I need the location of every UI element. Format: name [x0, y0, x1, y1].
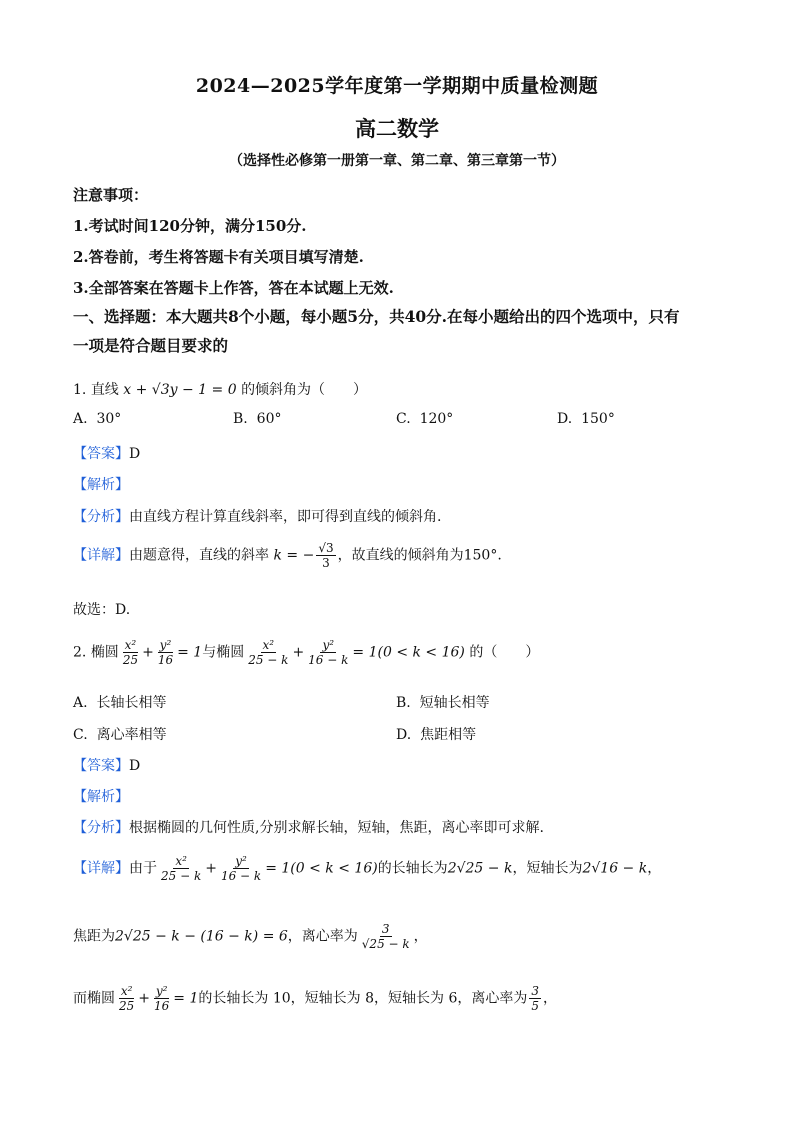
fraction-denominator: 25 − k — [161, 869, 202, 883]
option-text: 150° — [581, 411, 615, 427]
slope-fraction — [316, 541, 335, 570]
option-label: C. — [73, 727, 88, 743]
detail-fraction-3 — [117, 984, 136, 1013]
fraction-denominator: 16 — [154, 999, 170, 1013]
fraction-numerator: y² — [322, 638, 335, 652]
detail-prefix: 由题意得，直线的斜率 — [129, 547, 269, 564]
option-text: 30° — [96, 411, 122, 427]
q2-detail-2 — [73, 922, 428, 951]
q1-option-b — [233, 411, 281, 427]
fraction-denominator: 16 — [157, 653, 174, 667]
fraction-numerator: y² — [155, 984, 168, 998]
equation-rhs: = 1(0 < k < 16) — [352, 644, 465, 661]
q1-prefix: 直线 — [90, 382, 119, 398]
q2-detail-3 — [73, 984, 557, 1013]
option-text: 120° — [419, 411, 454, 427]
fraction-denominator: 25 — [119, 999, 135, 1013]
notice-item-1: 1.考试时间120分钟，满分150分. — [73, 217, 307, 235]
fraction-denominator: 25 — [122, 653, 139, 667]
option-label: B. — [396, 695, 411, 711]
fraction-denominator: 3 — [322, 556, 330, 570]
q1-option-a — [73, 411, 121, 427]
q2-answer — [73, 755, 140, 775]
eccentricity-fraction — [360, 922, 412, 951]
fraction-denominator: 25 − k — [248, 653, 289, 667]
fraction-denominator: 5 — [531, 999, 540, 1013]
option-text: 离心率相等 — [96, 727, 167, 743]
q1-analysis-tag: 【解析】 — [73, 477, 129, 493]
q2-option-c — [73, 724, 167, 744]
long-axis-expr: 2√25 − k — [447, 860, 513, 877]
detail-text: 由于 — [129, 860, 157, 877]
fenxi-text: 根据椭圆的几何性质,分别求解长轴，短轴，焦距，离心率即可求解. — [129, 820, 544, 836]
detail-tag: 【详解】 — [73, 860, 129, 877]
q2-number: 2. — [73, 644, 87, 661]
option-text: 长轴长相等 — [96, 695, 167, 711]
answer-value: D — [129, 446, 141, 462]
detail-text: 而椭圆 — [73, 990, 115, 1007]
detail-text: ，离心率为 — [287, 928, 358, 945]
answer-tag: 【答案】 — [73, 758, 129, 774]
q1-equation: x + √3y − 1 = 0 — [123, 382, 237, 398]
equation-rhs: = 1 — [177, 644, 203, 661]
option-text: 60° — [256, 411, 282, 427]
q2-fraction-2 — [156, 638, 175, 667]
q2-analysis-tag: 【解析】 — [73, 789, 129, 805]
q2-detail-1 — [73, 854, 661, 883]
fraction-denominator: 16 − k — [308, 653, 349, 667]
q2-option-b — [396, 692, 490, 712]
section-line-1: 一、选择题：本大题共8个小题，每小题5分，共40分.在每小题给出的四个选项中，只有 — [73, 307, 680, 326]
q1-detail — [73, 541, 502, 570]
option-label: D. — [396, 727, 412, 743]
fraction-numerator: x² — [175, 854, 187, 868]
eccentricity-fraction-2 — [529, 984, 541, 1013]
equation-rhs: = 1(0 < k < 16) — [265, 860, 378, 877]
detail-text: ， — [413, 928, 428, 945]
q1-fenxi — [73, 506, 441, 526]
q2-text-b: 与椭圆 — [202, 644, 245, 661]
detail-fraction-2 — [219, 854, 263, 883]
fraction-numerator: 3 — [381, 922, 390, 936]
option-text: 焦距相等 — [420, 727, 477, 743]
focal-expr: 2√25 − k − (16 − k) = 6 — [115, 928, 288, 945]
fenxi-tag: 【分析】 — [73, 820, 129, 836]
detail-text: ， — [543, 990, 558, 1007]
fraction-denominator: √25 − k — [361, 937, 410, 951]
detail-text: 焦距为 — [73, 928, 115, 945]
option-label: B. — [233, 411, 248, 427]
short-axis-expr: 2√16 − k — [582, 860, 648, 877]
plus-sign: + — [138, 990, 151, 1007]
q2-fraction-1 — [121, 638, 140, 667]
notice-item-2: 2.答卷前，考生将答题卡有关项目填写清楚. — [73, 248, 364, 266]
detail-text: 的长轴长为 10，短轴长为 8，短轴长为 6，离心率为 — [198, 990, 528, 1007]
q1-suffix: 的倾斜角为（ ） — [241, 382, 368, 398]
section-line-2: 一项是符合题目要求的 — [73, 336, 229, 355]
option-label: A. — [73, 411, 88, 427]
q2-text-c: 的（ ） — [469, 644, 540, 661]
q1-conclusion: 故选：D. — [73, 602, 131, 618]
q2-text-a: 椭圆 — [90, 644, 119, 661]
plus-sign: + — [142, 644, 154, 661]
detail-text: ， — [647, 860, 662, 877]
q2-option-a — [73, 692, 166, 712]
q2-fraction-3 — [246, 638, 290, 667]
detail-tag: 【详解】 — [73, 547, 129, 564]
answer-value: D — [129, 758, 141, 774]
fraction-numerator: x² — [120, 984, 133, 998]
q1-number: 1. — [73, 382, 87, 398]
notice-item-3: 3.全部答案在答题卡上作答，答在本试题上无效. — [73, 279, 394, 297]
detail-fraction-4 — [152, 984, 171, 1013]
plus-sign: + — [292, 644, 305, 661]
q2-fraction-4 — [306, 638, 350, 667]
fraction-numerator: 3 — [531, 984, 540, 998]
option-text: 短轴长相等 — [419, 695, 490, 711]
fenxi-text: 由直线方程计算直线斜率，即可得到直线的倾斜角. — [129, 509, 442, 525]
q2-fenxi — [73, 817, 544, 837]
exam-title: 2024—2025学年度第一学期期中质量检测题 — [195, 75, 599, 97]
q2-option-d — [396, 724, 476, 744]
q1-option-c — [396, 411, 453, 427]
answer-tag: 【答案】 — [73, 446, 129, 462]
detail-text: 的长轴长为 — [377, 860, 448, 877]
q1-answer — [73, 443, 140, 463]
equation-rhs: = 1 — [173, 990, 199, 1007]
plus-sign: + — [205, 860, 217, 877]
detail-suffix: ，故直线的倾斜角为150°. — [337, 547, 502, 564]
detail-text: ，短轴长为 — [512, 860, 583, 877]
option-label: D. — [557, 411, 573, 427]
fraction-numerator: √3 — [318, 541, 334, 555]
fraction-numerator: y² — [235, 854, 247, 868]
option-label: C. — [396, 411, 411, 427]
section-heading — [73, 302, 723, 360]
fraction-numerator: y² — [159, 638, 172, 652]
fraction-numerator: x² — [124, 638, 137, 652]
detail-fraction-1 — [159, 854, 203, 883]
fraction-numerator: x² — [262, 638, 275, 652]
fraction-denominator: 16 − k — [220, 869, 262, 883]
detail-k: k = − — [273, 547, 315, 564]
question-2 — [73, 638, 539, 667]
question-1 — [73, 379, 367, 399]
exam-scope: （选择性必修第一册第一章、第二章、第三章第一节） — [229, 153, 565, 169]
q1-option-d — [557, 411, 615, 427]
fenxi-tag: 【分析】 — [73, 509, 129, 525]
notice-heading: 注意事项： — [73, 186, 149, 204]
option-label: A. — [73, 695, 88, 711]
exam-subject: 高二数学 — [355, 116, 439, 141]
